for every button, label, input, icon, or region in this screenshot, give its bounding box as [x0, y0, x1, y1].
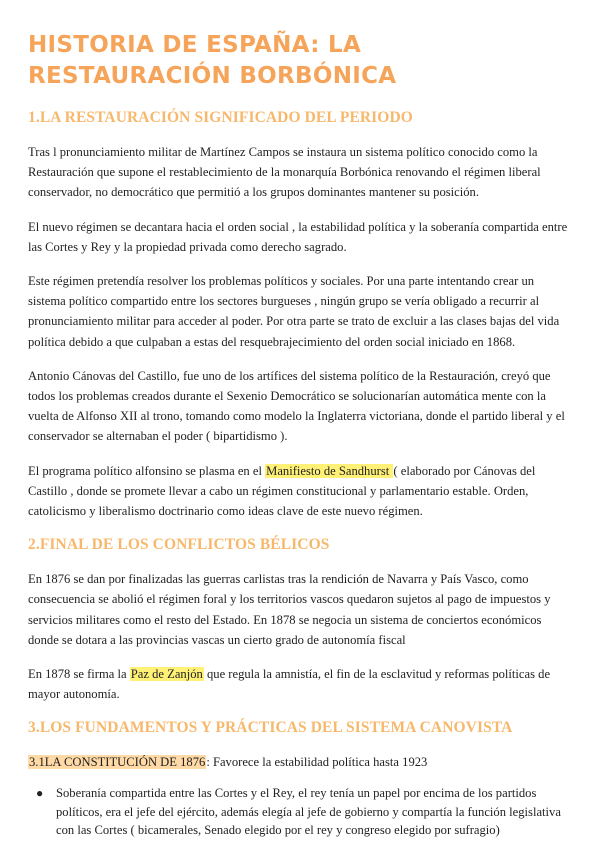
highlight-manifiesto-sandhurst: Manifiesto de Sandhurst	[266, 463, 393, 478]
bullet-icon: ●	[36, 786, 44, 801]
list-item-text: Soberanía compartida entre las Cortes y el Rey, el rey tenía un papel por encima de los partidos políticos, era el jefe del ejército, además elegía al jefe de gobierno y compartía la función legislativa con las Cortes ( bicamerales, Senado elegido por el rey y congreso elegido por sufragio)	[56, 786, 561, 838]
section-2-paragraph-1: En 1876 se dan por finalizadas las guerras carlistas tras la rendición de Navarra y País Vasco, como consecuencia se abolió el régimen foral y los territorios vascos quedaron sujetos al pago de impuestos y servicios militares como el resto del Estado. En 1878 se negocia un sistema de conciertos económicos donde se dotara a las provincias vascas un cierto grado de autonomía fiscal	[28, 572, 551, 647]
highlight-constitucion-1876: 3.1LA CONSTITUCIÓN DE 1876	[29, 755, 206, 770]
paragraph-text: En 1878 se firma la	[28, 667, 130, 682]
bullet-list	[28, 784, 572, 840]
section-1-paragraph-2: El nuevo régimen se decantara hacia el orden social , la estabilidad política y la soberanía compartida entre las Cortes y Rey y la propiedad privada como derecho sagrado.	[28, 219, 568, 254]
section-2-heading: 2.FINAL DE LOS CONFLICTOS BÉLICOS	[28, 536, 330, 554]
section-1-paragraph-5	[28, 461, 572, 522]
section-1-heading: 1.LA RESTAURACIÓN SIGNIFICADO DEL PERIODO	[28, 109, 413, 126]
subsection-3-1	[28, 752, 572, 772]
section-1-paragraph-3: Este régimen pretendía resolver los problemas políticos y sociales. Por una parte intentando crear un sistema político compartido entre los sectores burgueses , ningún grupo se vería obligado a recurrir al pronunciamiento militar para acceder al poder. Por otra parte se trato de excluir a las clases bajas del vida política debido a que culpaban a estas del resquebrajecimiento del orden social iniciado en 1868.	[28, 274, 560, 349]
section-3-heading: 3.LOS FUNDAMENTOS Y PRÁCTICAS DEL SISTEMA CANOVISTA	[28, 719, 513, 737]
paragraph-text: El programa político alfonsino se plasma en el	[28, 463, 266, 478]
page-title: HISTORIA DE ESPAÑA: LA RESTAURACIÓN BORBÓNICA	[28, 32, 397, 89]
highlight-paz-zanjon: Paz de Zanjón	[130, 667, 203, 682]
subsection-text: : Favorece la estabilidad política hasta 1923	[206, 755, 428, 770]
paragraph-text: que regula la amnistía, el fin de la esclavitud y reformas políticas de mayor autonomía.	[28, 667, 551, 702]
paragraph-text: ( elaborado por Cánovas del Castillo , donde se promete llevar a cabo un régimen constitucional y parlamentario estable. Orden, catolicismo y liberalismo doctrinario como ideas clave de este nuevo régimen.	[28, 463, 536, 519]
section-1-paragraph-4: Antonio Cánovas del Castillo, fue uno de los artífices del sistema político de la Restauración, creyó que todos los problemas creados durante el Sexenio Democrático se solucionarían automática mente con la vuelta de Alfonso XII al trono, tomando como modelo la Inglaterra victoriana, donde el partido liberal y el conservador se alternaban el poder ( bipartidismo ).	[28, 368, 565, 444]
section-2-paragraph-2	[28, 664, 572, 704]
section-1-paragraph-1: Tras l pronunciamiento militar de Martínez Campos se instaura un sistema político conocido como la Restauración que supone el restablecimiento de la monarquía Borbónica renovando el régimen liberal conservador, no democrático que permitió a los grupos dominantes mantener su posición.	[28, 145, 541, 200]
list-item	[36, 784, 572, 840]
